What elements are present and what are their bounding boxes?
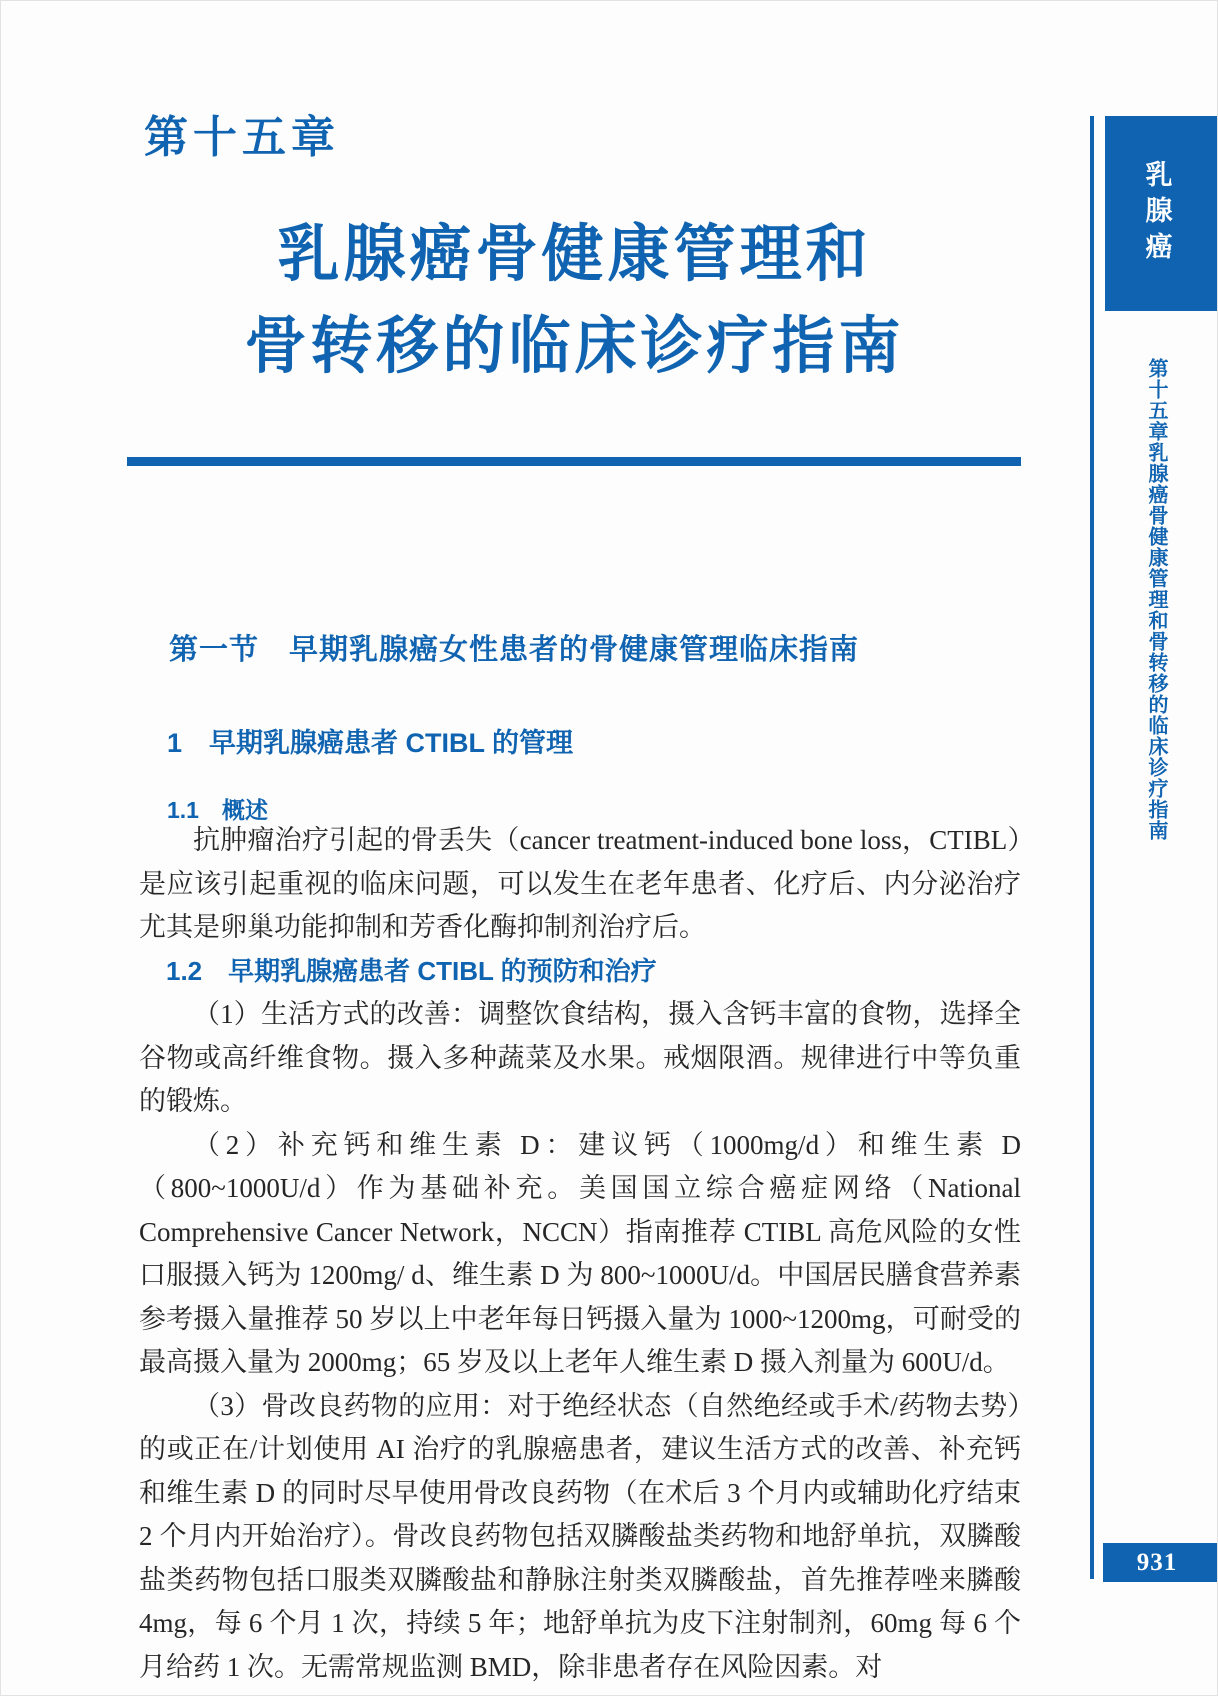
sidebar-vertical-rule [1090,116,1094,1579]
section-heading: 第一节 早期乳腺癌女性患者的骨健康管理临床指南 [169,634,860,666]
heading-overview: 1.1 概述 [167,797,268,823]
sidebar-chapter-tab [1105,116,1218,311]
sidebar-chapter-number: 第十五章 [1145,358,1167,442]
sidebar-chapter-title: 乳腺癌骨健康管理和骨转移的临床诊疗指南 [1145,442,1167,841]
paragraph-overview: 抗肿瘤治疗引起的骨丢失（cancer treatment-induced bone loss，CTIBL）是应该引起重视的临床问题，可以发生在老年患者、化疗后、内分泌治疗尤其是卵巢功能抑制和芳香化酶抑制剂治疗后。 [139,825,1021,942]
chapter-title-line-1: 乳腺癌骨健康管理和 [277,220,872,289]
page-number: 931 [1136,1548,1178,1576]
paragraph-lifestyle: （1）生活方式的改善：调整饮食结构，摄入含钙丰富的食物，选择全谷物或高纤维食物。摄入多种蔬菜及水果。戒烟限酒。规律进行中等负重的锻炼。 [139,999,1021,1116]
chapter-title-line-2: 骨转移的临床诊疗指南 [244,312,905,381]
sidebar-running-title [1142,358,1170,841]
heading-prevention-treatment: 1.2 早期乳腺癌患者 CTIBL 的预防和治疗 [166,955,657,986]
chapter-number-label: 第十五章 [144,113,340,162]
sidebar-tab-label: 乳腺癌 [1141,159,1172,268]
paragraph-calcium-vitamin-d: （2）补充钙和维生素 D：建议钙（1000mg/d）和维生素 D（800~1000U/d）作为基础补充。美国国立综合癌症网络（National Comprehensive Cancer Network，NCCN）指南推荐 CTIBL 高危风险的女性口服摄入钙为 1200mg/ d、维生素 D 为 800~1000U/d。中国居民膳食营养素参考摄入量推荐 50 岁以上中老年每日钙摄入量为 1000~1200mg，可耐受的最高摄入量为 2000mg；65 岁及以上老年人维生素 D 摄入剂量为 600U/d。 [139,1129,1021,1377]
paragraph-bone-modifying-drugs: （3）骨改良药物的应用：对于绝经状态（自然绝经或手术/药物去势）的或正在/计划使用 AI 治疗的乳腺癌患者，建议生活方式的改善、补充钙和维生素 D 的同时尽早使用骨改良药物（在术后 3 个月内或辅助化疗结束 2 个月内开始治疗）。骨改良药物包括双膦酸盐类药物和地舒单抗，双膦酸盐类药物包括口服类双膦酸盐和静脉注射类双膦酸盐，首先推荐唑来膦酸 4mg，每 6 个月 1 次，持续 5 年；地舒单抗为皮下注射制剂，60mg 每 6 个月给药 1 次。无需常规监测 BMD，除非患者存在风险因素。对 [139,1390,1021,1682]
page-number-box [1103,1543,1218,1582]
title-divider-rule [127,457,1021,466]
body-text-column [139,819,1021,1689]
chapter-title [128,209,1021,393]
heading-management: 1 早期乳腺癌患者 CTIBL 的管理 [167,728,574,758]
